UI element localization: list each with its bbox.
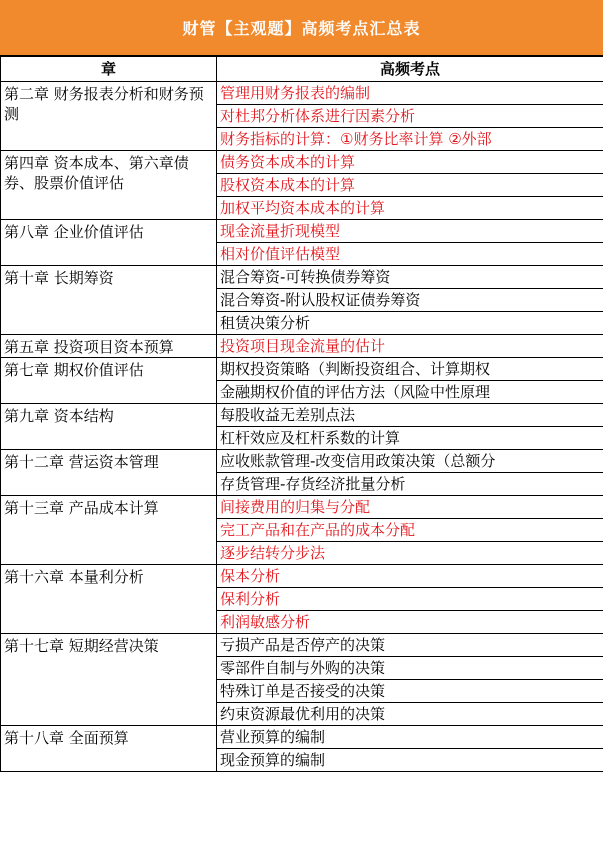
table-row: [1, 335, 603, 358]
chapter-cell: 第十三章 产品成本计算: [1, 496, 217, 565]
chapter-cell: 第九章 资本结构: [1, 404, 217, 450]
chapter-cell: 第七章 期权价值评估: [1, 358, 217, 404]
table-row: [1, 450, 603, 473]
chapter-cell: 第十二章 营运资本管理: [1, 450, 217, 496]
table-header-row: [1, 57, 603, 82]
key-point-cell: 债务资本成本的计算: [217, 151, 603, 174]
key-point-cell: 保利分析: [217, 588, 603, 611]
table-row: [1, 82, 603, 105]
table-row: [1, 496, 603, 519]
column-header-key-points: 高频考点: [217, 57, 603, 82]
key-point-cell: 存货管理-存货经济批量分析: [217, 473, 603, 496]
key-point-cell: 现金流量折现模型: [217, 220, 603, 243]
key-point-cell: 混合筹资-附认股权证债券筹资: [217, 289, 603, 312]
key-point-cell: 管理用财务报表的编制: [217, 82, 603, 105]
key-point-cell: 租赁决策分析: [217, 312, 603, 335]
table-row: [1, 220, 603, 243]
key-point-cell: 完工产品和在产品的成本分配: [217, 519, 603, 542]
key-point-cell: 期权投资策略（判断投资组合、计算期权: [217, 358, 603, 381]
key-points-table: [0, 56, 603, 772]
table-row: [1, 266, 603, 289]
key-point-cell: 保本分析: [217, 565, 603, 588]
key-point-cell: 约束资源最优利用的决策: [217, 703, 603, 726]
chapter-cell: 第二章 财务报表分析和财务预测: [1, 82, 217, 151]
chapter-cell: 第十八章 全面预算: [1, 726, 217, 772]
chapter-cell: 第八章 企业价值评估: [1, 220, 217, 266]
chapter-cell: 第五章 投资项目资本预算: [1, 335, 217, 358]
table-body: [1, 82, 603, 772]
key-point-cell: 杠杆效应及杠杆系数的计算: [217, 427, 603, 450]
key-point-cell: 加权平均资本成本的计算: [217, 197, 603, 220]
key-point-cell: 相对价值评估模型: [217, 243, 603, 266]
chapter-cell: 第十七章 短期经营决策: [1, 634, 217, 726]
key-point-cell: 财务指标的计算：①财务比率计算 ②外部: [217, 128, 603, 151]
chapter-cell: 第十章 长期筹资: [1, 266, 217, 335]
table-row: [1, 151, 603, 174]
table-row: [1, 726, 603, 749]
column-header-chapter: 章: [1, 57, 217, 82]
key-point-cell: 现金预算的编制: [217, 749, 603, 772]
key-point-cell: 应收账款管理-改变信用政策决策（总额分: [217, 450, 603, 473]
table-row: [1, 565, 603, 588]
chapter-cell: 第四章 资本成本、第六章债券、股票价值评估: [1, 151, 217, 220]
table-row: [1, 634, 603, 657]
key-point-cell: 营业预算的编制: [217, 726, 603, 749]
key-point-cell: 投资项目现金流量的估计: [217, 335, 603, 358]
key-point-cell: 间接费用的归集与分配: [217, 496, 603, 519]
table-row: [1, 358, 603, 381]
key-point-cell: 混合筹资-可转换债券筹资: [217, 266, 603, 289]
key-point-cell: 零部件自制与外购的决策: [217, 657, 603, 680]
chapter-cell: 第十六章 本量利分析: [1, 565, 217, 634]
key-point-cell: 股权资本成本的计算: [217, 174, 603, 197]
key-point-cell: 利润敏感分析: [217, 611, 603, 634]
key-point-cell: 特殊订单是否接受的决策: [217, 680, 603, 703]
key-point-cell: 对杜邦分析体系进行因素分析: [217, 105, 603, 128]
key-point-cell: 金融期权价值的评估方法（风险中性原理: [217, 381, 603, 404]
table-row: [1, 404, 603, 427]
key-point-cell: 逐步结转分步法: [217, 542, 603, 565]
page-title: 财管【主观题】高频考点汇总表: [0, 0, 603, 56]
key-point-cell: 亏损产品是否停产的决策: [217, 634, 603, 657]
key-point-cell: 每股收益无差别点法: [217, 404, 603, 427]
